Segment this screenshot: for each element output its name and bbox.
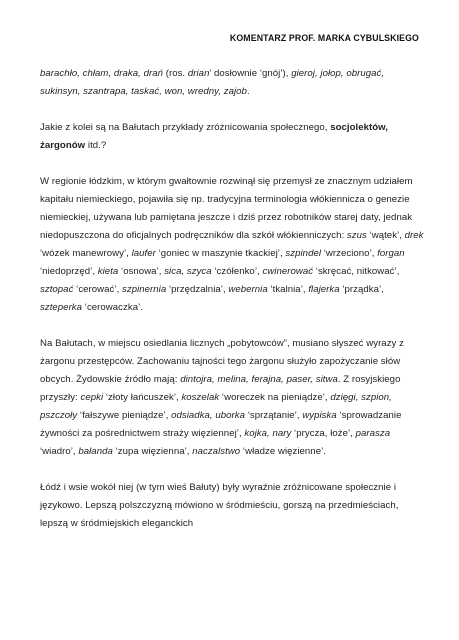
text-run: ‘cerować’, — [73, 284, 123, 295]
italic-term: naczalstwo — [192, 446, 241, 457]
text-run: Jakie z kolei są na Bałutach przykłady zróżnicowania społecznego, — [40, 122, 331, 133]
text-run: ‘woreczek na pieniądze’, — [219, 392, 331, 403]
italic-term: parasza — [355, 428, 391, 439]
text-run: ‘sprowadzanie żywności za pośrednictwem straży więziennej’, — [40, 410, 402, 439]
text-run: ‘tkalnia’, — [267, 284, 309, 295]
paragraph-3 — [40, 173, 425, 317]
text-run: ‘wątek’, — [366, 230, 405, 241]
italic-term: szteperka — [40, 302, 83, 313]
italic-term: gieroj, jołop, obrugać, sukinsyn, szantrapa, taskać, won, wredny, zajob — [40, 68, 385, 97]
italic-term: barachło, chłam, draka, drań — [40, 68, 163, 79]
text-run: ‘władze więzienne’. — [240, 446, 326, 457]
text-run: ‘goniec w maszynie tkackiej’, — [155, 248, 286, 259]
italic-term: bałanda — [78, 446, 113, 457]
italic-term: wypiska — [302, 410, 337, 421]
italic-term: szus — [346, 230, 367, 241]
text-run: ‘przędzalnia’, — [166, 284, 229, 295]
paragraph-4 — [40, 335, 425, 461]
italic-term: drian — [187, 68, 210, 79]
text-run: ‘wiadro’, — [40, 446, 79, 457]
bold-term: socjolektów, żargonów — [40, 122, 389, 151]
italic-term: odsiadka, uborka — [171, 410, 245, 421]
text-run: ’ dosłownie ‘gnój’), — [209, 68, 292, 79]
italic-term: szpindel — [285, 248, 322, 259]
text-run: Łódź i wsie wokół niej (w tym wieś Bałuty) były wyraźnie zróżnicowane społecznie i językowo. Lepszą polszczyzną mówiono w śródmieściu, gorszą na przedmieściach, lepszą w śródmiejskich eleganckich — [40, 482, 399, 529]
text-run: ‘osnowa’, — [118, 266, 165, 277]
italic-term: sztopać — [40, 284, 74, 295]
text-run: ‘prządka’, — [339, 284, 384, 295]
italic-term: webernia — [228, 284, 268, 295]
article-body — [40, 65, 425, 533]
text-run: . Z rosyjskiego przyszły: — [40, 374, 401, 403]
text-run: ‘wózek manewrowy’, — [40, 248, 132, 259]
italic-term: dintojra, melina, ferajna, paser, sitwa — [180, 374, 338, 385]
text-run: W regionie łódzkim, w którym gwałtownie rozwinął się przemysł ze znacznym udziałem kapitału niemieckiego, pojawiła się np. tradycyjna terminologia włókiennicza o genezie niemieckiej, używana lub pamiętana jeszcze i dziś przez robotników starej daty, jednak niedopuszczona do oficjalnych podręczników dla szkół włókienniczych: — [40, 176, 413, 241]
paragraph-5 — [40, 479, 425, 533]
text-run: ‘fałszywe pieniądze’, — [77, 410, 172, 421]
text-run: ‘wrzeciono’, — [321, 248, 378, 259]
italic-term: koszelak — [181, 392, 220, 403]
text-run: . — [246, 86, 250, 97]
italic-term: flajerka — [308, 284, 340, 295]
italic-term: forgan — [377, 248, 405, 259]
italic-term: kojka, nary — [244, 428, 292, 439]
text-run: (ros. — [163, 68, 188, 79]
text-run: ‘czółenko’, — [211, 266, 263, 277]
italic-term: kieta — [97, 266, 119, 277]
paragraph-1 — [40, 65, 425, 101]
italic-term: cepki — [80, 392, 104, 403]
italic-term: dzięgi, szpion, pszczoły — [40, 392, 392, 421]
text-run: ‘zupa więzienna’, — [112, 446, 193, 457]
text-run: ‘cerowaczka’. — [82, 302, 143, 313]
italic-term: laufer — [131, 248, 156, 259]
text-run: ‘złoty łańcuszek’, — [103, 392, 182, 403]
italic-term: cwinerować — [262, 266, 314, 277]
italic-term: drek — [404, 230, 424, 241]
text-run: ‘niedoprzęd’, — [40, 266, 98, 277]
text-run: Na Bałutach, w miejscu osiedlania licznych „pobytowców”, musiano słyszeć wyrazy z żargonu przestępców. Zachowaniu tajności tego żargonu służyło zapożyczanie słów obcych. Żydowskie źródło mają: — [40, 338, 404, 385]
paragraph-2 — [40, 119, 425, 155]
italic-term: sica, szyca — [164, 266, 212, 277]
running-header: KOMENTARZ PROF. MARKA CYBULSKIEGO — [229, 33, 419, 44]
text-run: ‘sprzątanie’, — [245, 410, 303, 421]
text-run: ‘prycza, łoże’, — [291, 428, 356, 439]
text-run: ‘skręcać, nitkować’, — [313, 266, 400, 277]
text-run: itd.? — [85, 140, 107, 151]
italic-term: szpinernia — [122, 284, 167, 295]
